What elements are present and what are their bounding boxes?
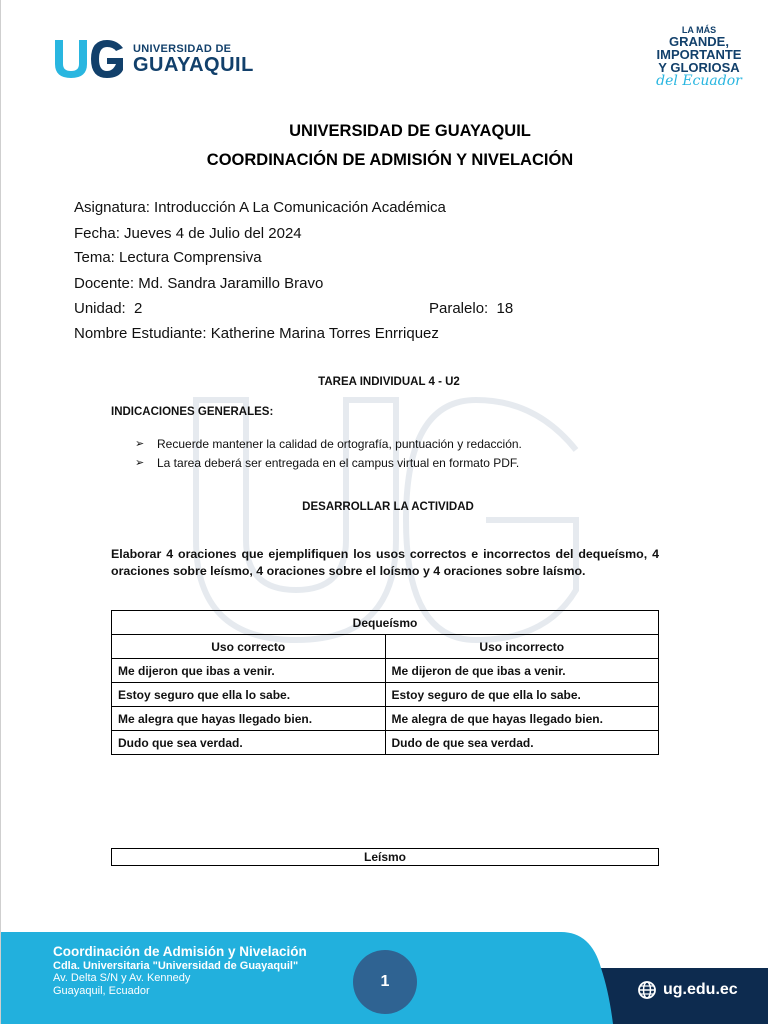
footer-line1: Coordinación de Admisión y Nivelación <box>53 944 307 959</box>
logo-line2: GUAYAQUIL <box>133 53 254 76</box>
page-number: 1 <box>353 950 417 1014</box>
table-title: Leísmo <box>112 849 659 866</box>
slogan-line4: Y GLORIOSA <box>658 60 740 75</box>
bullet-text: La tarea deberá ser entregada en el campus virtual en formato PDF. <box>157 456 520 470</box>
table-row <box>112 707 659 731</box>
arrow-bullet-icon: ➢ <box>135 438 145 450</box>
ug-logo-icon <box>53 38 127 80</box>
university-logo <box>53 38 254 80</box>
indicaciones-heading: INDICACIONES GENERALES: <box>111 406 274 418</box>
column-header-correct: Uso correcto <box>112 635 386 659</box>
instructions-paragraph: Elaborar 4 oraciones que ejemplifiquen los usos correctos e incorrectos del dequeísmo, 4 oraciones sobre leísmo, 4 oraciones sobre el loísmo y 4 oraciones sobre laísmo. <box>111 547 659 578</box>
student-name-line: Nombre Estudiante: Katherine Marina Torres Enrriquez <box>74 325 439 342</box>
slogan-line5: del Ecuador <box>656 73 742 89</box>
footer-line4: Guayaquil, Ecuador <box>53 984 150 997</box>
table-row <box>112 659 659 683</box>
logo-line1: UNIVERSIDAD DE <box>133 42 232 55</box>
university-title: UNIVERSIDAD DE GUAYAQUIL <box>289 122 531 140</box>
correct-cell: Dudo que sea verdad. <box>112 731 386 755</box>
bullet-item <box>135 437 522 451</box>
bullet-item <box>135 456 519 470</box>
correct-cell: Me alegra que hayas llegado bien. <box>112 707 386 731</box>
incorrect-cell: Me alegra de que hayas llegado bien. <box>385 707 659 731</box>
incorrect-cell: Me dijeron de que ibas a venir. <box>385 659 659 683</box>
leismo-table <box>111 848 659 866</box>
table-title: Dequeísmo <box>112 611 659 635</box>
incorrect-cell: Estoy seguro de que ella lo sabe. <box>385 683 659 707</box>
footer-address <box>53 944 307 997</box>
website-link[interactable] <box>637 980 738 1000</box>
globe-icon <box>637 980 657 1000</box>
slogan-line3: IMPORTANTE <box>656 47 742 62</box>
slogan-line2: GRANDE, <box>669 34 729 49</box>
slogan <box>651 26 747 88</box>
dequeismo-table <box>111 610 659 755</box>
correct-cell: Me dijeron que ibas a venir. <box>112 659 386 683</box>
activity-title: DESARROLLAR LA ACTIVIDAD <box>302 501 474 513</box>
table-row <box>112 731 659 755</box>
footer-line2: Cdla. Universitaria "Universidad de Guayaquil" <box>53 959 299 972</box>
unidad-line: Unidad: 2 <box>74 300 143 317</box>
table-row <box>112 683 659 707</box>
arrow-bullet-icon: ➢ <box>135 457 145 469</box>
footer-line3: Av. Delta S/N y Av. Kennedy <box>53 972 191 985</box>
paralelo-line: Paralelo: 18 <box>429 300 514 317</box>
column-header-incorrect: Uso incorrecto <box>385 635 659 659</box>
task-title: TAREA INDIVIDUAL 4 - U2 <box>318 376 460 388</box>
coordination-title: COORDINACIÓN DE ADMISIÓN Y NIVELACIÓN <box>206 151 574 169</box>
slogan-line1: LA MÁS <box>681 25 717 35</box>
bullet-text: Recuerde mantener la calidad de ortografía, puntuación y redacción. <box>157 437 522 451</box>
docente-line: Docente: Md. Sandra Jaramillo Bravo <box>74 275 324 292</box>
website-text: ug.edu.ec <box>663 981 738 998</box>
incorrect-cell: Dudo de que sea verdad. <box>385 731 659 755</box>
tema-line: Tema: Lectura Comprensiva <box>74 249 262 266</box>
correct-cell: Estoy seguro que ella lo sabe. <box>112 683 386 707</box>
fecha-line: Fecha: Jueves 4 de Julio del 2024 <box>74 225 302 242</box>
asignatura-line: Asignatura: Introducción A La Comunicación Académica <box>74 199 446 216</box>
